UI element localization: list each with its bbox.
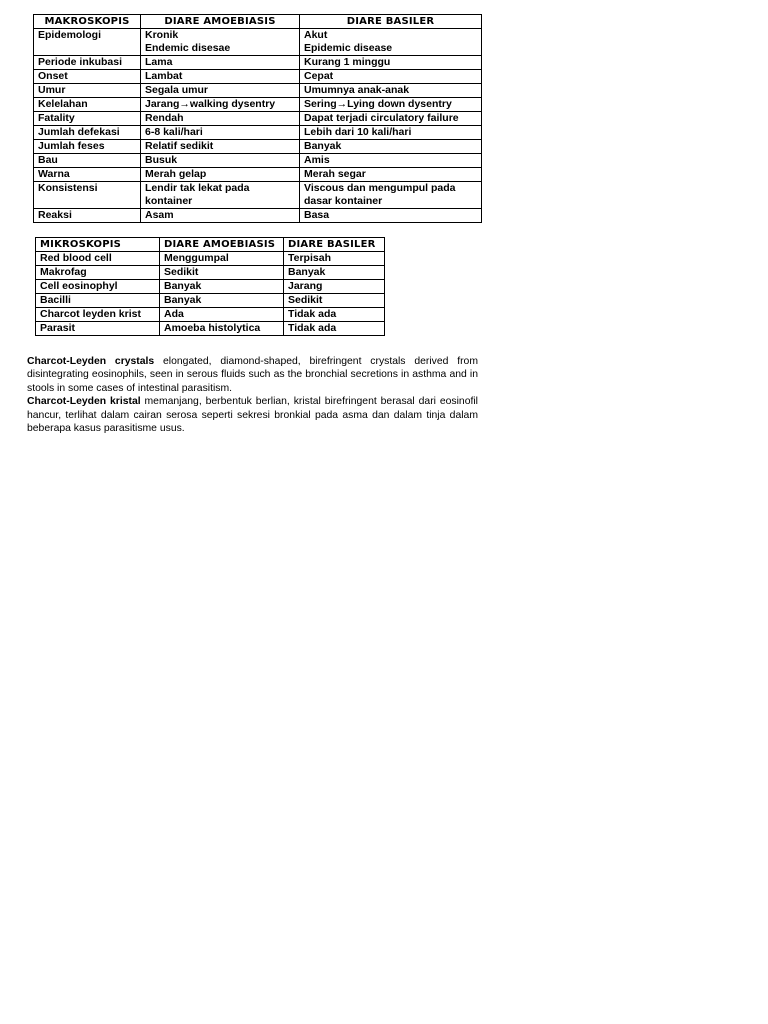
cell-line: Viscous dan mengumpul pada bbox=[304, 182, 456, 194]
header-makroskopis: MAKROSKOPIS bbox=[34, 15, 141, 29]
row-label: Umur bbox=[34, 84, 141, 98]
cell-line: Asam bbox=[145, 209, 174, 221]
note-indonesian bbox=[27, 395, 478, 435]
basiler-cell bbox=[300, 98, 482, 112]
basiler-cell bbox=[300, 29, 482, 56]
row-label: Jumlah feses bbox=[34, 140, 141, 154]
cell-line: Sering→Lying down dysentry bbox=[304, 98, 452, 110]
amoebiasis-cell bbox=[141, 29, 300, 56]
cell-line: Merah gelap bbox=[145, 168, 207, 180]
cell-line: Banyak bbox=[304, 140, 342, 152]
note-indonesian-text: memanjang, berbentuk berlian, kristal birefringent berasal dari eosinofil hancur, terlihat dalam cairan serosa seperti sekresi bronkial pada asma dan dalam tinja dalam beberapa kasus parasitisme usus. bbox=[27, 396, 478, 435]
table-row bbox=[36, 308, 385, 322]
cell-line: Lebih dari 10 kali/hari bbox=[304, 126, 412, 138]
basiler-cell: Tidak ada bbox=[284, 308, 385, 322]
notes-section bbox=[27, 355, 478, 435]
amoebiasis-cell bbox=[141, 98, 300, 112]
header-diare-basiler: DIARE BASILER bbox=[284, 238, 385, 252]
row-label: Bau bbox=[34, 154, 141, 168]
cell-line: Lambat bbox=[145, 70, 183, 82]
row-label: Cell eosinophyl bbox=[36, 280, 160, 294]
basiler-cell bbox=[300, 209, 482, 223]
table-row bbox=[34, 56, 482, 70]
row-label: Konsistensi bbox=[34, 182, 141, 209]
amoebiasis-cell bbox=[141, 84, 300, 98]
note-english bbox=[27, 355, 478, 395]
basiler-cell: Tidak ada bbox=[284, 322, 385, 336]
basiler-cell bbox=[300, 168, 482, 182]
cell-line: Dapat terjadi circulatory failure bbox=[304, 112, 459, 124]
cell-line: Kurang 1 minggu bbox=[304, 56, 391, 68]
amoebiasis-cell: Ada bbox=[160, 308, 284, 322]
amoebiasis-cell bbox=[141, 154, 300, 168]
table-row bbox=[36, 322, 385, 336]
note-english-term: Charcot-Leyden crystals bbox=[27, 356, 155, 367]
cell-line: kontainer bbox=[145, 195, 193, 207]
cell-line: Lendir tak lekat pada bbox=[145, 182, 250, 194]
table-row bbox=[34, 29, 482, 56]
table-row bbox=[36, 266, 385, 280]
cell-line: Relatif sedikit bbox=[145, 140, 214, 152]
amoebiasis-cell bbox=[141, 56, 300, 70]
basiler-cell bbox=[300, 84, 482, 98]
header-diare-amoebiasis: DIARE AMOEBIASIS bbox=[160, 238, 284, 252]
table-row bbox=[34, 126, 482, 140]
note-indonesian-term: Charcot-Leyden kristal bbox=[27, 396, 141, 408]
row-label: Charcot leyden krist bbox=[36, 308, 160, 322]
amoebiasis-cell: Banyak bbox=[160, 280, 284, 294]
row-label: Bacilli bbox=[36, 294, 160, 308]
table-row bbox=[36, 280, 385, 294]
mikroskopis-header-row bbox=[36, 238, 385, 252]
note-english-text: elongated, diamond-shaped, birefringent crystals derived from disintegrating eosinophils, seen in serous fluids such as the bronchial secretions in asthma and in stools in some cases of intestinal parasitism. bbox=[27, 356, 478, 394]
cell-line: Merah segar bbox=[304, 168, 366, 180]
cell-line: Endemic disesae bbox=[145, 42, 231, 54]
table-row bbox=[34, 154, 482, 168]
basiler-cell bbox=[300, 140, 482, 154]
amoebiasis-cell bbox=[141, 112, 300, 126]
table-row bbox=[34, 98, 482, 112]
basiler-cell: Sedikit bbox=[284, 294, 385, 308]
header-diare-basiler: DIARE BASILER bbox=[300, 15, 482, 29]
amoebiasis-cell bbox=[141, 209, 300, 223]
table-row bbox=[34, 168, 482, 182]
table-row bbox=[34, 140, 482, 154]
row-label: Onset bbox=[34, 70, 141, 84]
row-label: Red blood cell bbox=[36, 252, 160, 266]
row-label: Parasit bbox=[36, 322, 160, 336]
cell-line: Cepat bbox=[304, 70, 334, 82]
table-row bbox=[36, 294, 385, 308]
mikroskopis-table bbox=[35, 237, 385, 336]
row-label: Jumlah defekasi bbox=[34, 126, 141, 140]
row-label: Epidemologi bbox=[34, 29, 141, 56]
cell-line: Rendah bbox=[145, 112, 184, 124]
basiler-cell bbox=[300, 154, 482, 168]
amoebiasis-cell bbox=[141, 168, 300, 182]
amoebiasis-cell: Menggumpal bbox=[160, 252, 284, 266]
cell-line: Segala umur bbox=[145, 84, 209, 96]
cell-line: Basa bbox=[304, 209, 330, 221]
table-row bbox=[34, 70, 482, 84]
cell-line: Amis bbox=[304, 154, 330, 166]
basiler-cell bbox=[300, 112, 482, 126]
cell-line: Kronik bbox=[145, 29, 179, 41]
table-row bbox=[36, 252, 385, 266]
basiler-cell bbox=[300, 70, 482, 84]
amoebiasis-cell bbox=[141, 126, 300, 140]
cell-line: Umumnya anak-anak bbox=[304, 84, 410, 96]
row-label: Makrofag bbox=[36, 266, 160, 280]
basiler-cell bbox=[300, 56, 482, 70]
header-diare-amoebiasis: DIARE AMOEBIASIS bbox=[141, 15, 300, 29]
table-row bbox=[34, 112, 482, 126]
basiler-cell: Terpisah bbox=[284, 252, 385, 266]
cell-line: Lama bbox=[145, 56, 173, 68]
basiler-cell: Jarang bbox=[284, 280, 385, 294]
amoebiasis-cell bbox=[141, 182, 300, 209]
row-label: Fatality bbox=[34, 112, 141, 126]
row-label: Periode inkubasi bbox=[34, 56, 141, 70]
basiler-cell: Banyak bbox=[284, 266, 385, 280]
amoebiasis-cell: Sedikit bbox=[160, 266, 284, 280]
cell-line: dasar kontainer bbox=[304, 195, 383, 207]
table-row bbox=[34, 209, 482, 223]
cell-line: Akut bbox=[304, 29, 328, 41]
cell-line: Epidemic disease bbox=[304, 42, 393, 54]
table-row bbox=[34, 84, 482, 98]
row-label: Kelelahan bbox=[34, 98, 141, 112]
amoebiasis-cell bbox=[141, 70, 300, 84]
header-mikroskopis: MIKROSKOPIS bbox=[36, 238, 160, 252]
amoebiasis-cell: Amoeba histolytica bbox=[160, 322, 284, 336]
table-row bbox=[34, 182, 482, 209]
cell-line: Jarang→walking dysentry bbox=[145, 98, 276, 110]
row-label: Reaksi bbox=[34, 209, 141, 223]
makroskopis-header-row bbox=[34, 15, 482, 29]
makroskopis-table bbox=[33, 14, 482, 223]
basiler-cell bbox=[300, 126, 482, 140]
amoebiasis-cell bbox=[141, 140, 300, 154]
amoebiasis-cell: Banyak bbox=[160, 294, 284, 308]
row-label: Warna bbox=[34, 168, 141, 182]
basiler-cell bbox=[300, 182, 482, 209]
cell-line: Busuk bbox=[145, 154, 178, 166]
cell-line: 6-8 kali/hari bbox=[145, 126, 203, 138]
